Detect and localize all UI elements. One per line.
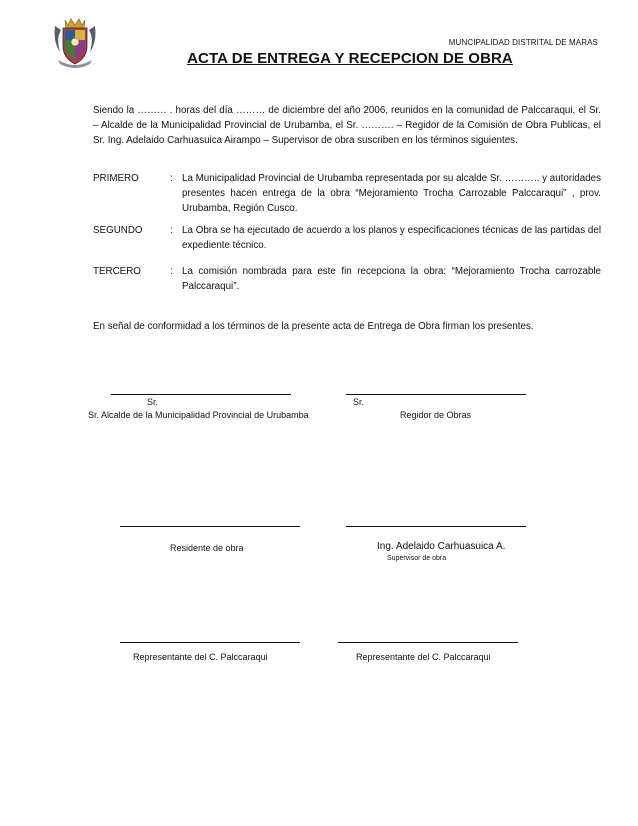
- clause-colon: :: [170, 173, 173, 184]
- signature-role-representante-2: Representante del C. Palccaraqui: [356, 652, 491, 662]
- municipality-header: MUNCIPALIDAD DISTRITAL DE MARAS: [448, 38, 598, 47]
- clause-colon: :: [170, 266, 173, 277]
- clause-text: La Obra se ha ejecutado de acuerdo a los planos y especificaciones técnicas de las partidas del expediente técnico.: [182, 225, 601, 251]
- clause-colon: :: [170, 225, 173, 236]
- signature-line-representante-2: [338, 642, 518, 643]
- clause-label: SEGUNDO: [93, 225, 143, 236]
- signature-role-residente: Residente de obra: [170, 543, 244, 553]
- signature-role-regidor: Regidor de Obras: [400, 410, 472, 420]
- document-title: ACTA DE ENTREGA Y RECEPCION DE OBRA: [187, 50, 513, 67]
- signature-role-alcalde: Sr. Alcalde de la Municipalidad Provincial de Urubamba: [88, 410, 309, 420]
- signature-name-alcalde: Sr.: [147, 397, 159, 407]
- municipal-crest-icon: [52, 16, 98, 68]
- signature-line-regidor: [346, 394, 526, 395]
- signature-line-alcalde: [111, 394, 291, 395]
- clause-text: La Municipalidad Provincial de Urubamba representada por su alcalde Sr. ……….. y autoridades presentes hacen entrega de la obra “Mejoramiento Trocha Carrozable Palccaraqui” , prov. Urubamba, Región Cusco.: [182, 173, 601, 214]
- clause-text: La comisión nombrada para este fin recepciona la obra: “Mejoramiento Trocha carrozable Palccaraqui”.: [182, 266, 601, 292]
- clause-label: PRIMERO: [93, 173, 139, 184]
- intro-paragraph: Siendo la ……… . horas del día ……… de diciembre del año 2006, reunidos en la comunidad de Palccaraqui, el Sr. – Alcalde de la Municipalidad Provincial de Urubamba, el Sr. ………. – Regidor de la Comisión de Obra Publicas, el Sr. Ing. Adelaido Carhuasuica Airampo – Supervisor de obra suscriben en los términos siguientes.: [93, 105, 601, 146]
- closing-paragraph: En señal de conformidad a los términos de la presente acta de Entrega de Obra firman los presentes.: [93, 321, 534, 332]
- signature-name-supervisor: Ing. Adelaido Carhuasuica A.: [377, 541, 506, 552]
- signature-name-regidor: Sr.: [353, 397, 365, 407]
- signature-line-residente: [120, 526, 300, 527]
- signature-line-supervisor: [346, 526, 526, 527]
- signature-role-supervisor: Supervisor de obra: [387, 555, 447, 562]
- clause-label: TERCERO: [93, 266, 141, 277]
- signature-role-representante-1: Representante del C. Palccaraqui: [133, 652, 268, 662]
- signature-line-representante-1: [120, 642, 300, 643]
